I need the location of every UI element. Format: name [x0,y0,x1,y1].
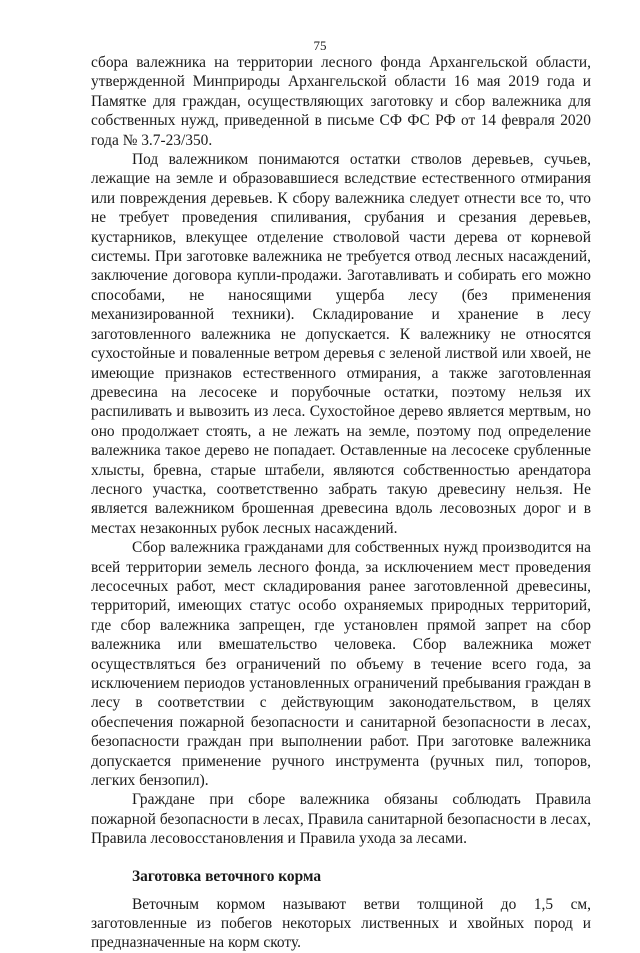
section-heading: Заготовка веточного корма [132,867,322,885]
paragraph-citizen-obligations: Граждане при сборе валежника обязаны соблюдать Правила пожарной безопасности в лесах, Правила санитарной безопасности в лесах, Правила лесовосстановления и Правила ухода за лесами. [91,791,591,848]
page-content [91,53,591,953]
page-number: 75 [313,38,327,53]
paragraph-branch-fodder: Веточным кормом называют ветви толщиной до 1,5 см, заготовленные из побегов некоторых лиственных и хвойных пород и предназначенные на корм скоту. [91,895,591,952]
paragraph-continuation: сбора валежника на территории лесного фонда Архангельской области, утвержденной Минприроды Архангельской области 16 мая 2019 года и Памятке для граждан, осуществляющих заготовку и сбор валежника для собственных нужд, приведенной в письме СФ ФС РФ от 14 февраля 2020 года № 3.7-23/350. [91,54,591,149]
paragraph-collection-rules: Сбор валежника гражданами для собственных нужд производится на всей территории земель лесного фонда, за исключением мест проведения лесосечных работ, мест складирования ранее заготовленной древесины, территорий, имеющих статус особо охраняемых природных территорий, где сбор валежника запрещен, где установлен прямой запрет на сбор валежника или вмешательство человека. Сбор валежника может осуществляться без ограничений по объему в течение всего года, за исключением периодов установленных ограничений пребывания граждан в лесу в соответствии с действующим законодательством, в целях обеспечения пожарной безопасности и санитарной безопасности в лесах, безопасности граждан при выполнении работ. При заготовке валежника допускается применение ручного инструмента (ручных пил, топоров, легких бензопил). [91,539,591,790]
paragraph-deadwood-definition: Под валежником понимаются остатки стволов деревьев, сучьев, лежащие на земле и образовавшиеся вследствие естественного отмирания или повреждения деревьев. К сбору валежника следует отнести все то, что не требует проведения спиливания, срубания и срезания деревьев, кустарников, влекущее отделение стволовой части дерева от корневой системы. При заготовке валежника не требуется отвод лесных насаждений, заключение договора купли-продажи. Заготавливать и собирать его можно способами, не наносящими ущерба лесу (без применения механизированной техники). Складирование и хранение в лесу заготовленного валежника не допускается. К валежнику не относятся сухостойные и поваленные ветром деревья с зеленой листвой или хвоей, не имеющие признаков естественного отмирания, а также заготовленная древесина на лесосеке и порубочные остатки, поэтому нельзя их распиливать и вывозить из леса. Сухостойное дерево является мертвым, но оно продолжает стоять, а не лежать на земле, поэтому под определение валежника такое дерево не попадает. Оставленные на лесосеке срубленные хлысты, бревна, старые штабели, являются собственностью арендатора лесного участка, соответственно забрать такую древесину нельзя. Не является валежником брошенная древесина вдоль лесовозных дорог и в местах незаконных рубок лесных насаждений. [91,151,591,537]
